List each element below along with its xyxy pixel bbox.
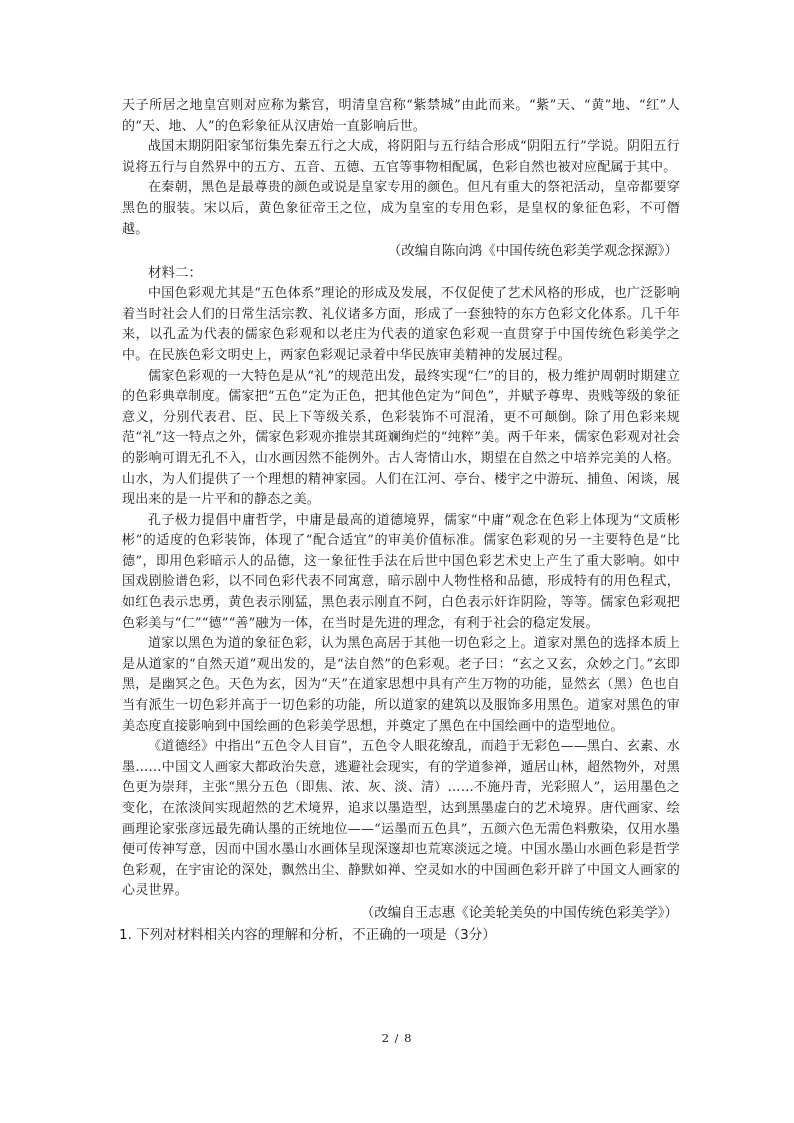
source-citation-one: （改编自陈向鸿《中国传统色彩美学观念探源》） (387, 243, 678, 260)
paragraph-confucian: 儒家色彩观的一大特色是从“礼”的规范出发，最终实现“仁”的目的，极力维护周朝时期建立的色彩典章制度。儒家把“五色”定为正色，把其他色定为“间色”，并赋予尊卑、贵贱等级的象征意义，分别代表君、臣、民上下等级关系，色彩装饰不可混淆，更不可颠倒。除了用色彩来规范“礼”这一特点之外，儒家色彩观亦推崇其斑斓绚烂的“纯粹”美。两千年来，儒家色彩观对社会的影响可谓无孔不入，山水画因然不能例外。古人寄情山水，期望在自然之中培养完美的人格。山水，为人们提供了一个理想的精神家园。人们在江河、亭台、楼宇之中游玩、捕鱼、闲谈，展现出来的是一片平和的静态之美。 (122, 368, 680, 508)
material-two-heading: 材料二： (148, 265, 202, 282)
page-content (119, 96, 680, 946)
page-number: 2 / 8 (381, 1031, 413, 1045)
source-citation-two: （改编自王志惠《论美轮美奂的中国传统色彩美学》） (360, 904, 678, 921)
paragraph-daodejing: 《道德经》中指出“五色令人目盲”，五色令人眼花缭乱，而趋于无彩色——黑白、玄素、水墨……中国文人画家大都政治失意，逃避社会现实，有的学道参禅，遁居山林，超然物外，对黑色更为崇拜，主张“黑分五色（即焦、浓、灰、淡、清）……不施丹青，光彩照人”，运用墨色之变化，在浓淡间实现超然的艺术境界，追求以墨造型，达到黑墨虚白的艺术境界。唐代画家、绘画理论家张彦远最先确认墨的正统地位——“运墨而五色具”，五颜六色无需色料敷染，仅用水墨便可传神写意，因而中国水墨山水画体呈现深邃却也荒寒淡远之境。中国水墨山水画色彩是哲学色彩观，在宇宙论的深处，飘然出尘、静默如禅、空灵如水的中国画色彩开辟了中国文人画家的心灵世界。 (122, 739, 680, 899)
question-one: 1. 下列对材料相关内容的理解和分析，不正确的一项是（3分） (119, 926, 496, 943)
paragraph-five-colors: 中国色彩观尤其是“五色体系”理论的形成及发展，不仅促使了艺术风格的形成，也广泛影响着当时社会人们的日常生活宗教、礼仪诸多方面，形成了一套独特的东方色彩文化体系。几千年来，以孔孟为代表的儒家色彩观和以老庄为代表的道家色彩观一直贯穿于中国传统色彩美学之中。在民族色彩文明史上，两家色彩观记录着中华民族审美精神的发展过程。 (122, 286, 680, 363)
paragraph-zhongyong: 孔子极力提倡中庸哲学，中庸是最高的道德境界，儒家“中庸”观念在色彩上体现为“文质彬彬”的适度的色彩装饰，体现了“配合适宜”的审美价值标准。儒家色彩观的另一主要特色是“比德”，即用色彩暗示人的品德，这一象征性手法在后世中国色彩艺术史上产生了重大影响。如中国戏剧脸谱色彩，以不同色彩代表不同寓意，暗示剧中人物性格和品德，形成特有的用色程式，如红色表示忠勇，黄色表示刚猛，黑色表示刚直不阿，白色表示奸诈阴险，等等。儒家色彩观把色彩美与“仁”“德”“善”融为一体，在当时是先进的理念，有利于社会的稳定发展。 (122, 512, 680, 631)
paragraph-palace: 天子所居之地皇宫则对应称为紫宫，明清皇宫称“紫禁城”由此而来。“紫”天、“黄”地、“红”人的“天、地、人”的色彩象征从汉唐始一直影响后世。 (122, 98, 680, 134)
paragraph-yinyang: 战国末期阴阳家邹衍集先秦五行之大成，将阴阳与五行结合形成“阴阳五行”学说。阴阳五行说将五行与自然界中的五方、五音、五德、五官等事物相配属，色彩自然也被对应配属于其中。 (122, 139, 680, 175)
paragraph-taoist: 道家以黑色为道的象征色彩，认为黑色高居于其他一切色彩之上。道家对黑色的选择本质上是从道家的“自然天道”观出发的，是“法自然”的色彩观。老子曰：“玄之又玄，众妙之门。”玄即黑，是幽冥之色。天色为玄，因为“天”在道家思想中具有产生万物的功能，显然玄（黑）色也自当有派生一切色彩并高于一切色彩的功能，所以道家的建筑以及服饰多用黑色。道家对黑色的审美态度直接影响到中国绘画的色彩美学思想，并奠定了黑色在中国绘画中的造型地位。 (122, 636, 680, 734)
paragraph-qin-dynasty: 在秦朝，黑色是最尊贵的颜色或说是皇家专用的颜色。但凡有重大的祭祀活动，皇帝都要穿黑色的服装。宋以后，黄色象征帝王之位，成为皇室的专用色彩，是皇权的象征色彩，不可僭越。 (122, 180, 680, 237)
